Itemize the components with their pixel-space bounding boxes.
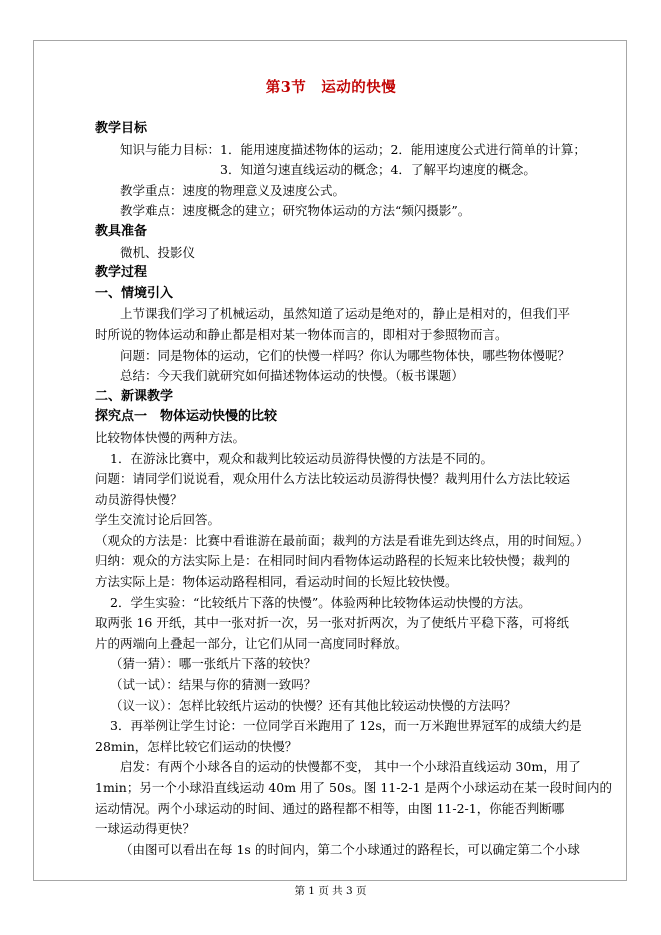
text-line: 1min；另一个小球沿直线运动 40m 用了 50s。图 11-2-1 是两个小球运动在某一段时间内的 bbox=[95, 780, 613, 795]
text-line: 运动情况。两个小球运动的时间、通过的路程都不相等，由图 11-2-1，你能否判断哪 bbox=[95, 800, 565, 816]
heading-line: 探究点一 物体运动快慢的比较 bbox=[95, 409, 278, 425]
text-line: 一球运动得更快？ bbox=[95, 821, 196, 837]
text-line: 3．再举例让学生讨论：一位同学百米跑用了 12s，而一万米跑世界冠军的成绩大约是 bbox=[110, 718, 582, 734]
text-line: （由图可以看出在每 1s 的时间内，第二个小球通过的路程长，可以确定第二个小球 bbox=[120, 841, 580, 857]
text-line: 动员游得快慢？ bbox=[95, 491, 183, 507]
heading-line: 教具准备 bbox=[95, 223, 148, 239]
text-line: 知识与能力目标：1．能用速度描述物体的运动；2．能用速度公式进行简单的计算； bbox=[120, 141, 586, 157]
text-line: 方法实际上是：物体运动路程相同，看运动时间的长短比较快慢。 bbox=[95, 574, 458, 590]
text-line: 微机、投影仪 bbox=[120, 244, 196, 260]
text-line: 学生交流讨论后回答。 bbox=[95, 512, 221, 528]
page-content bbox=[95, 78, 613, 860]
text-line: 2．学生实验：“比较纸片下落的快慢”。体验两种比较物体运动快慢的方法。 bbox=[110, 594, 531, 610]
text-line: （猜一猜）：哪一张纸片下落的较快？ bbox=[110, 656, 317, 672]
text-line: 归纳：观众的方法实际上是：在相同时间内看物体运动路程的长短来比较快慢；裁判的 bbox=[95, 553, 571, 569]
text-line: 比较物体快慢的两种方法。 bbox=[95, 429, 246, 445]
text-line: 28min，怎样比较它们运动的快慢？ bbox=[95, 738, 298, 754]
page-footer: 第 1 页 共 3 页 bbox=[294, 885, 367, 897]
text-line: 1．在游泳比赛中，观众和裁判比较运动员游得快慢的方法是不同的。 bbox=[110, 450, 493, 466]
document-body bbox=[95, 119, 613, 860]
text-line: 总结：今天我们就研究如何描述物体运动的快慢。（板书课题） bbox=[120, 368, 464, 384]
text-line: 教学难点：速度概念的建立；研究物体运动的方法“频闪摄影”。 bbox=[120, 203, 471, 219]
text-line: 问题：同是物体的运动，它们的快慢一样吗？你认为哪些物体快，哪些物体慢呢？ bbox=[120, 347, 571, 363]
heading-line: 二、新课教学 bbox=[95, 388, 174, 404]
text-line: （议一议）：怎样比较纸片运动的快慢？还有其他比较运动快慢的方法吗？ bbox=[110, 697, 517, 713]
text-line: 启发：有两个小球各自的运动的快慢都不变， 其中一个小球沿直线运动 30m，用了 bbox=[120, 759, 581, 775]
heading-line: 教学过程 bbox=[95, 265, 148, 281]
text-line: 3．知道匀速直线运动的概念；4．了解平均速度的概念。 bbox=[220, 162, 536, 178]
text-line: 时所说的物体运动和静止都是相对某一物体而言的，即相对于参照物而言。 bbox=[95, 326, 508, 342]
text-line: 取两张 16 开纸，其中一张对折一次，另一张对折两次，为了使纸片平稳下落，可将纸 bbox=[95, 615, 569, 631]
text-line: 教学重点：速度的物理意义及速度公式。 bbox=[120, 182, 346, 198]
heading-line: 教学目标 bbox=[95, 121, 148, 136]
heading-line: 一、情境引入 bbox=[95, 285, 174, 301]
text-line: （试一试）：结果与你的猜测一致吗？ bbox=[110, 677, 317, 693]
text-line: 片的两端向上叠起一部分，让它们从同一高度同时释放。 bbox=[95, 635, 408, 651]
text-line: 上节课我们学习了机械运动，虽然知道了运动是绝对的，静止是相对的，但我们平 bbox=[120, 306, 571, 322]
text-line: （观众的方法是：比赛中看谁游在最前面；裁判的方法是看谁先到达终点，用的时间短。） bbox=[95, 532, 589, 548]
text-line: 问题：请同学们说说看，观众用什么方法比较运动员游得快慢？裁判用什么方法比较运 bbox=[95, 471, 571, 487]
document-title: 第3节 运动的快慢 bbox=[265, 79, 397, 96]
